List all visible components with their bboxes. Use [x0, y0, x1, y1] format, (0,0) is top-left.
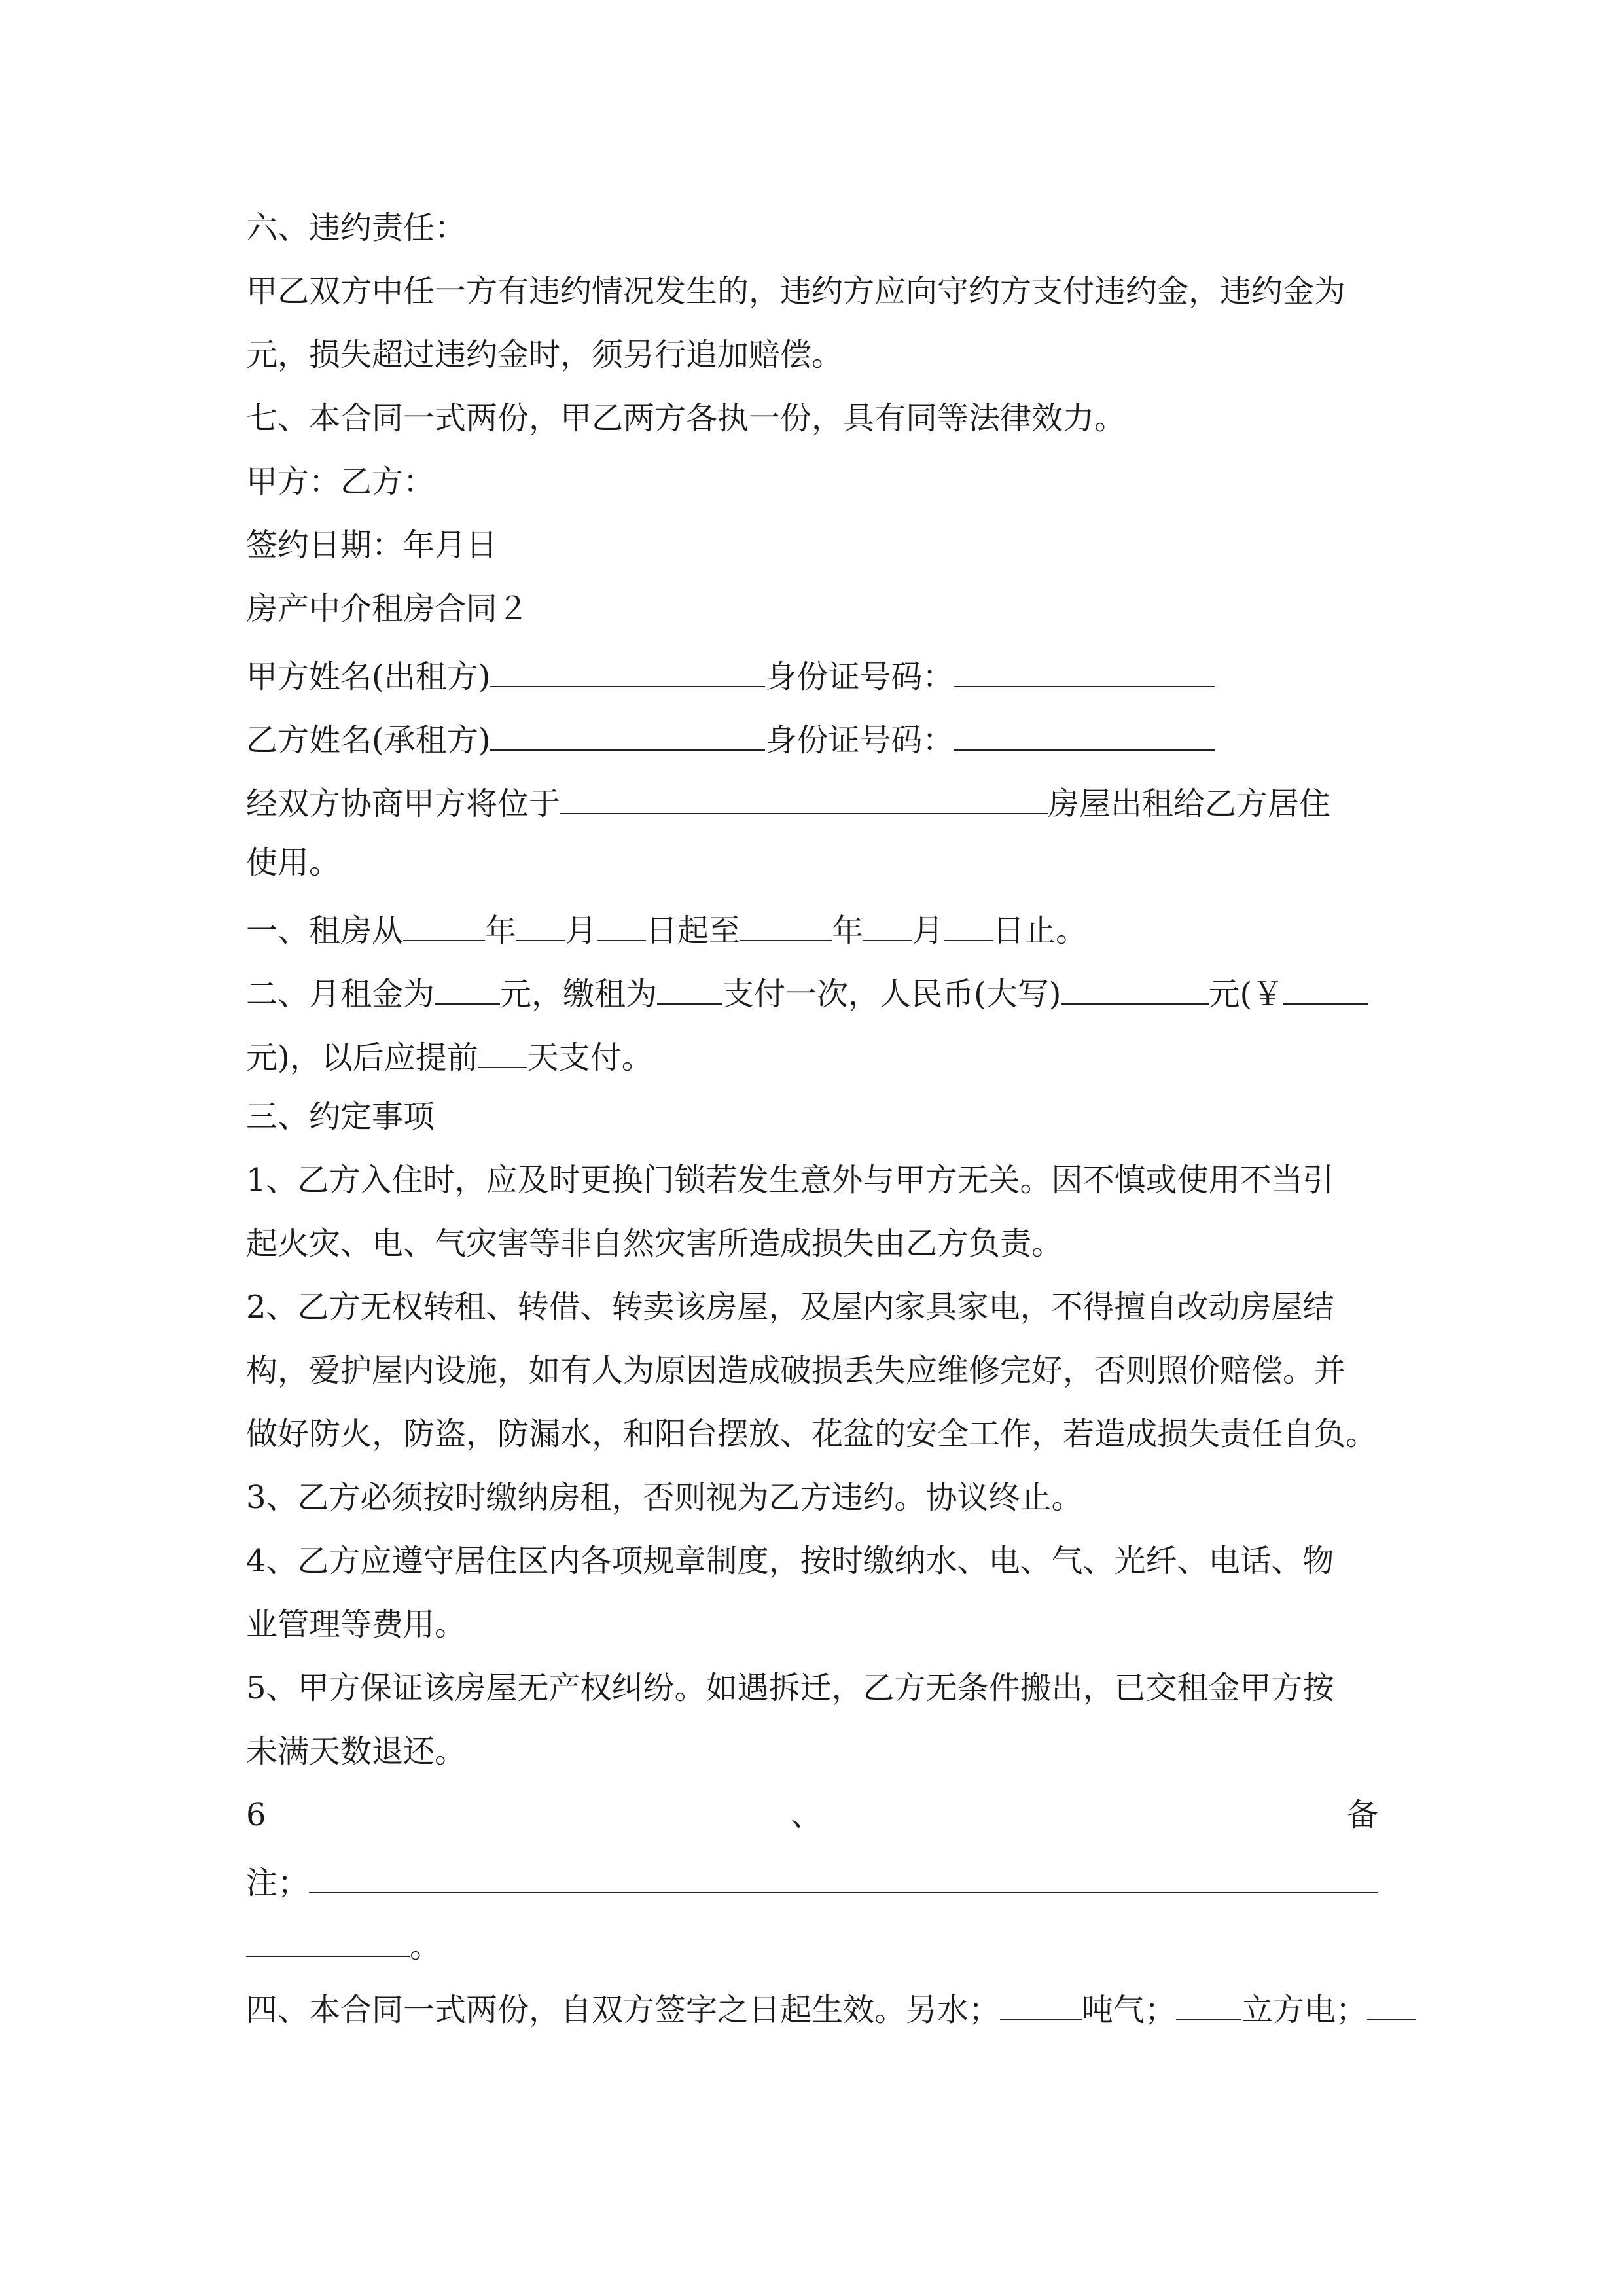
section-6-title: 六、违约责任： [246, 209, 467, 246]
location-prefix: 经双方协商甲方将位于 [246, 785, 561, 822]
rent-advance-text: 元)，以后应提前 [246, 1039, 478, 1076]
term-end-label: 日止。 [993, 912, 1088, 949]
capital-amount-blank[interactable] [1061, 967, 1209, 1005]
rent-line [246, 967, 1378, 1013]
item-1-line-2: 起火灾、电、气灾害等非自然灾害所造成损失由乙方负责。 [246, 1225, 1063, 1262]
start-year-blank[interactable] [403, 903, 485, 941]
location-blank[interactable] [560, 776, 1048, 814]
item-5-line-1: 5、甲方保证该房屋无产权纠纷。如遇拆迁，乙方无条件搬出，已交租金甲方按 [246, 1670, 1334, 1706]
payment-period-blank[interactable] [657, 967, 722, 1005]
item-3: 3、乙方必须按时缴纳房租，否则视为乙方违约。协议终止。 [246, 1479, 1083, 1516]
start-day-blank[interactable] [597, 903, 646, 941]
end-year-blank[interactable] [740, 903, 832, 941]
yuan-amount-blank[interactable] [1283, 967, 1368, 1005]
monthly-rent-blank[interactable] [435, 967, 500, 1005]
landlord-id-blank[interactable] [954, 649, 1215, 687]
sign-date-line: 签约日期：年月日 [246, 527, 498, 564]
tenant-id-label: 身份证号码： [765, 722, 954, 759]
item-5-line-2: 未满天数退还。 [246, 1733, 467, 1770]
section-6-text-line-2: 元，损失超过违约金时，须另行追加赔偿。 [246, 336, 844, 373]
tenant-line [246, 713, 1378, 759]
gas-unit-text: 立方电； [1241, 1992, 1368, 2028]
rent-text-start: 二、月租金为 [246, 976, 435, 1013]
start-month-blank[interactable] [516, 903, 565, 941]
item-6-separator: 、 [791, 1797, 823, 1833]
contract-2-title: 房产中介租房合同２ [246, 590, 529, 627]
item-2-line-1: 2、乙方无权转租、转借、转卖该房屋，及屋内家具家电，不得擅自改动房屋结 [246, 1289, 1334, 1325]
item-2-line-2: 构，爱护屋内设施，如有人为原因造成破损丢失应维修完好，否则照价赔偿。并 [246, 1352, 1346, 1389]
item-6-remark-char: 备 [1346, 1797, 1378, 1833]
item-4-line-2: 业管理等费用。 [246, 1606, 467, 1643]
tenant-name-label: 乙方姓名(承租方) [246, 722, 491, 759]
gas-blank[interactable] [1176, 1982, 1241, 2020]
location-line [246, 776, 1378, 822]
advance-days-blank[interactable] [478, 1030, 527, 1068]
term-end-month-label: 月 [912, 912, 944, 949]
section-4-line [246, 1982, 1378, 2028]
landlord-name-label: 甲方姓名(出租方) [246, 658, 491, 695]
tenant-id-blank[interactable] [954, 713, 1215, 751]
tenant-name-blank[interactable] [490, 713, 765, 751]
end-month-blank[interactable] [863, 903, 912, 941]
location-suffix: 房屋出租给乙方居住 [1048, 785, 1331, 822]
item-4-line-1: 4、乙方应遵守居住区内各项规章制度，按时缴纳水、电、气、光纤、电话、物 [246, 1543, 1334, 1579]
location-line-cont: 使用。 [246, 844, 341, 881]
rent-text-capital: 支付一次，人民币(大写) [722, 976, 1061, 1013]
term-line [246, 903, 1378, 949]
party-line: 甲方：乙方： [246, 463, 435, 500]
section-7-text: 七、本合同一式两份，甲乙两方各执一份，具有同等法律效力。 [246, 400, 1126, 437]
electricity-blank[interactable] [1367, 1982, 1416, 2020]
section-3-title: 三、约定事项 [246, 1098, 435, 1135]
remark-line-cont [246, 1919, 1378, 1965]
item-2-line-3: 做好防火，防盗，防漏水，和阳台摆放、花盆的安全工作，若造成损失责任自负。 [246, 1416, 1378, 1452]
remark-label: 注； [246, 1865, 310, 1901]
remark-end: 。 [410, 1928, 442, 1965]
term-year-label: 年 [485, 912, 517, 949]
remark-blank[interactable] [309, 1856, 1378, 1893]
term-month-label: 月 [565, 912, 597, 949]
term-text-start: 一、租房从 [246, 912, 404, 949]
remark-blank-cont[interactable] [246, 1919, 410, 1957]
term-until-label: 日起至 [646, 912, 741, 949]
rent-text-yuan: 元(￥ [1208, 976, 1284, 1013]
landlord-id-label: 身份证号码： [765, 658, 954, 695]
landlord-name-blank[interactable] [490, 649, 765, 687]
section-4-text: 四、本合同一式两份，自双方签字之日起生效。另水； [246, 1992, 1001, 2028]
section-6-text-line-1: 甲乙双方中任一方有违约情况发生的，违约方应向守约方支付违约金，违约金为 [246, 273, 1346, 310]
water-blank[interactable] [1000, 1982, 1082, 2020]
end-day-blank[interactable] [944, 903, 993, 941]
item-6-number: 6 [246, 1797, 266, 1833]
landlord-line [246, 649, 1378, 695]
rent-days-text: 天支付。 [527, 1039, 653, 1076]
term-end-year-label: 年 [832, 912, 864, 949]
item-1-line-1: 1、乙方入住时，应及时更换门锁若发生意外与甲方无关。因不慎或使用不当引 [246, 1162, 1334, 1198]
rent-line-cont [246, 1030, 1378, 1076]
remark-line [246, 1856, 1378, 1901]
item-6-line [246, 1792, 1378, 1838]
rent-text-payment: 元，缴租为 [500, 976, 658, 1013]
water-unit-text: 吨气； [1082, 1992, 1177, 2028]
